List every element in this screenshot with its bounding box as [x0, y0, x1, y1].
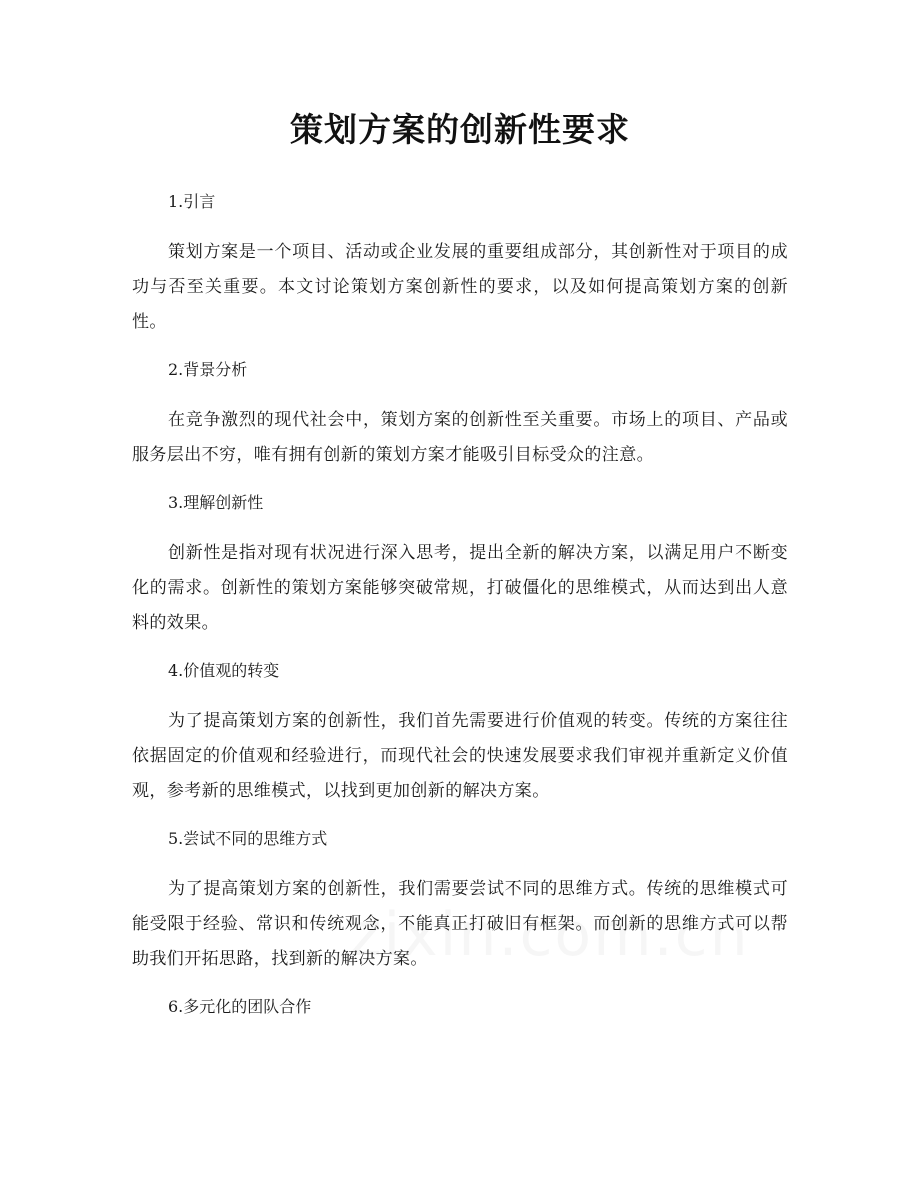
- section-teamwork: [132, 991, 788, 1023]
- section-introduction: [132, 186, 788, 340]
- section-understanding: [132, 487, 788, 641]
- page-title: 策划方案的创新性要求: [290, 110, 630, 149]
- document-body: [132, 186, 788, 1023]
- section-background: [132, 354, 788, 473]
- section-paragraph: 为了提高策划方案的创新性，我们首先需要进行价值观的转变。传统的方案往往依据固定的价值观和经验进行，而现代社会的快速发展要求我们审视并重新定义价值观，参考新的思维模式，以找到更加创新的解决方案。: [132, 711, 788, 801]
- section-heading: 1.引言: [168, 192, 216, 211]
- section-paragraph: 为了提高策划方案的创新性，我们需要尝试不同的思维方式。传统的思维模式可能受限于经验、常识和传统观念，不能真正打破旧有框架。而创新的思维方式可以帮助我们开拓思路，找到新的解决方案。: [132, 879, 788, 969]
- section-heading: 4.价值观的转变: [168, 661, 280, 680]
- section-thinking: [132, 823, 788, 977]
- section-heading: 6.多元化的团队合作: [168, 997, 312, 1016]
- section-values: [132, 655, 788, 809]
- section-paragraph: 在竞争激烈的现代社会中，策划方案的创新性至关重要。市场上的项目、产品或服务层出不穷，唯有拥有创新的策划方案才能吸引目标受众的注意。: [132, 410, 788, 465]
- section-heading: 2.背景分析: [168, 360, 248, 379]
- section-heading: 3.理解创新性: [168, 493, 264, 512]
- section-heading: 5.尝试不同的思维方式: [168, 829, 328, 848]
- section-paragraph: 创新性是指对现有状况进行深入思考，提出全新的解决方案，以满足用户不断变化的需求。创新性的策划方案能够突破常规，打破僵化的思维模式，从而达到出人意料的效果。: [132, 543, 788, 633]
- section-paragraph: 策划方案是一个项目、活动或企业发展的重要组成部分，其创新性对于项目的成功与否至关重要。本文讨论策划方案创新性的要求，以及如何提高策划方案的创新性。: [132, 242, 788, 332]
